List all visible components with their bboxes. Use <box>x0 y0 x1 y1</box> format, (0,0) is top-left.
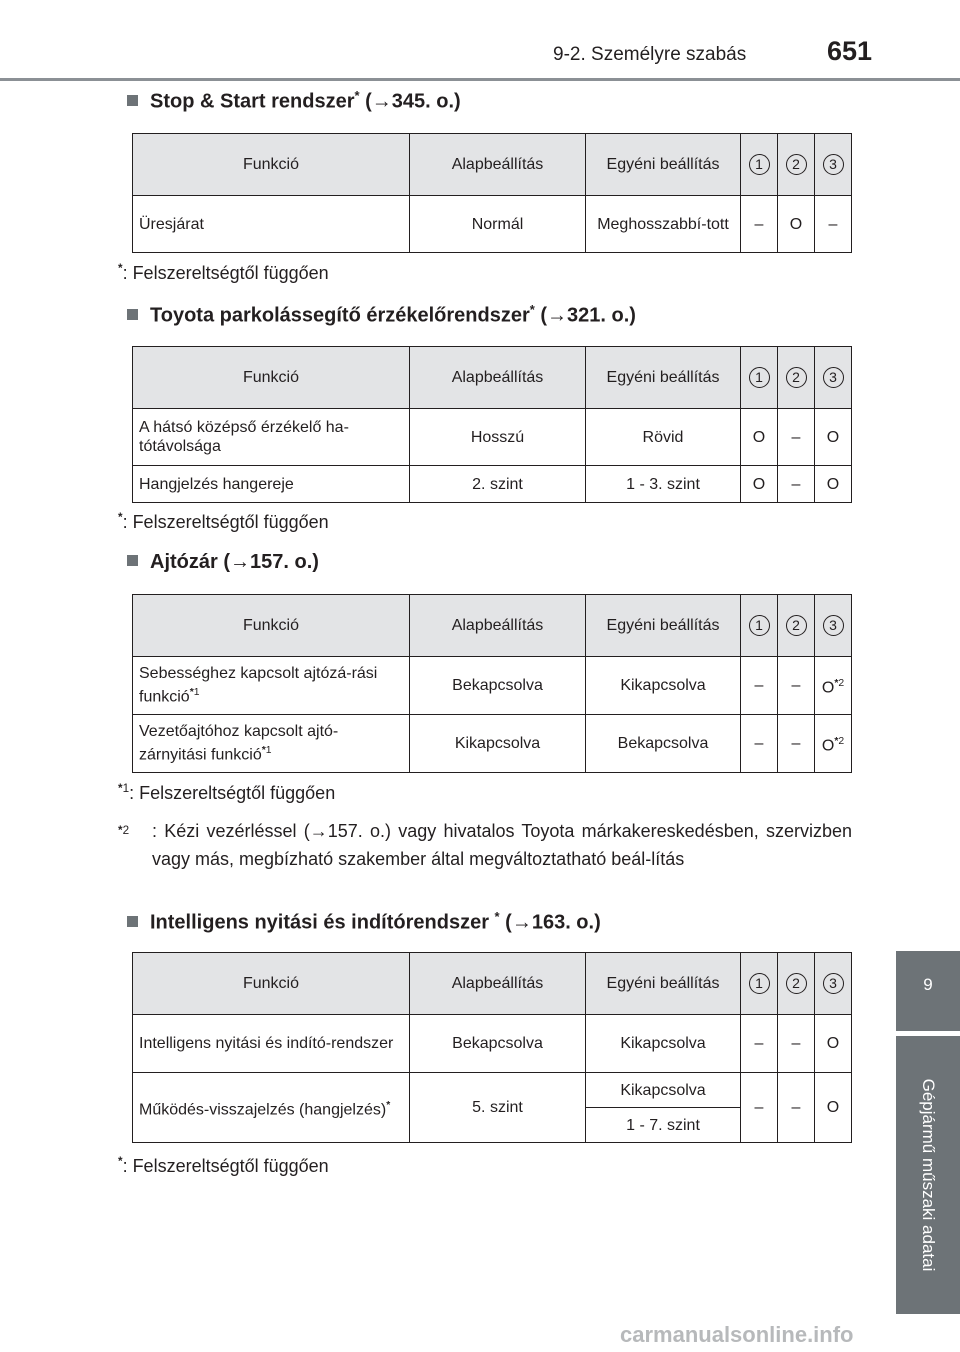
circled-three-icon: 3 <box>823 615 844 636</box>
table-row: Vezetőajtóhoz kapcsolt ajtó-zárnyitási funkció$^{*1}$ Kikapcsolva Bekapcsolva – – $O^{*2}$ <box>133 715 852 773</box>
table-row: Működés-visszajelzés (hangjelzés)* 5. szint Kikapcsolva – – O <box>133 1073 852 1108</box>
header-divider <box>0 78 960 81</box>
page-number: 651 <box>827 36 873 66</box>
footnote-2: $^{*2}$ : Kézi vezérléssel (→157. o.) vagy hivatalos Toyota márkakereskedésben, szervizben vagy más, megbízható szakember által megváltoztatható beál-lítás <box>118 821 852 869</box>
table-stop-start <box>132 133 852 253</box>
chapter-label: Gépjármű műszaki adatai <box>919 1078 938 1272</box>
table-row: Sebességhez kapcsolt ajtózá-rási funkció$^{*1}$ Bekapcsolva Kikapcsolva – – $O^{*2}$ <box>133 657 852 715</box>
table-row: Hangjelzés hangereje 2. szint 1 - 3. szint O – O <box>133 466 852 503</box>
circled-two-icon: 2 <box>786 615 807 636</box>
chapter-label-tab <box>896 1036 960 1314</box>
square-bullet-icon <box>127 916 138 927</box>
table-header-row: Funkció Alapbeállítás Egyéni beállítás 1 2 3 <box>133 134 852 196</box>
header-section-title: 9-2. Személyre szabás <box>553 44 747 65</box>
table-row: A hátsó középső érzékelő ha-tótávolsága Hosszú Rövid O – O <box>133 409 852 466</box>
circled-one-icon: 1 <box>749 154 770 175</box>
square-bullet-icon <box>127 555 138 566</box>
square-bullet-icon <box>127 309 138 320</box>
section-title-door-lock: Ajtózár (→157. o.) <box>127 551 319 574</box>
table-row: Üresjárat Normál Meghosszabbí-tott – O – <box>133 196 852 253</box>
table-parking-sensor <box>132 346 852 503</box>
section-title-smart-entry: Intelligens nyitási és indítórendszer * (→163. o.) <box>127 909 601 935</box>
square-bullet-icon <box>127 95 138 106</box>
table-header-row: Funkció Alapbeállítás Egyéni beállítás 1 2 3 <box>133 595 852 657</box>
circled-two-icon: 2 <box>786 154 807 175</box>
circled-one-icon: 1 <box>749 615 770 636</box>
table-row: Intelligens nyitási és indító-rendszer Bekapcsolva Kikapcsolva – – O <box>133 1015 852 1073</box>
circled-one-icon: 1 <box>749 367 770 388</box>
circled-one-icon: 1 <box>749 973 770 994</box>
chapter-number-tab: 9 <box>896 951 960 1031</box>
table-door-lock <box>132 594 852 773</box>
circled-three-icon: 3 <box>823 973 844 994</box>
footnote-1: $^{*1}$: Felszereltségtől függően <box>118 782 336 803</box>
table-header-row: Funkció Alapbeállítás Egyéni beállítás 1 2 3 <box>133 347 852 409</box>
watermark: carmanualsonline.info <box>620 1322 854 1347</box>
table-header-row: Funkció Alapbeállítás Egyéni beállítás 1 2 3 <box>133 953 852 1015</box>
circled-three-icon: 3 <box>823 367 844 388</box>
circled-two-icon: 2 <box>786 973 807 994</box>
section-title-stop-start: Stop & Start rendszer* (→345. o.) <box>127 88 461 114</box>
table-row: 1 - 7. szint <box>133 1108 852 1143</box>
footnote: *: Felszereltségtől függően <box>118 511 329 532</box>
footnote: *: Felszereltségtől függően <box>118 1155 329 1176</box>
circled-two-icon: 2 <box>786 367 807 388</box>
circled-three-icon: 3 <box>823 154 844 175</box>
footnote: *: Felszereltségtől függően <box>118 262 329 283</box>
table-smart-entry <box>132 952 852 1143</box>
section-title-parking-sensor: Toyota parkolássegítő érzékelőrendszer* (→321. o.) <box>127 302 636 328</box>
